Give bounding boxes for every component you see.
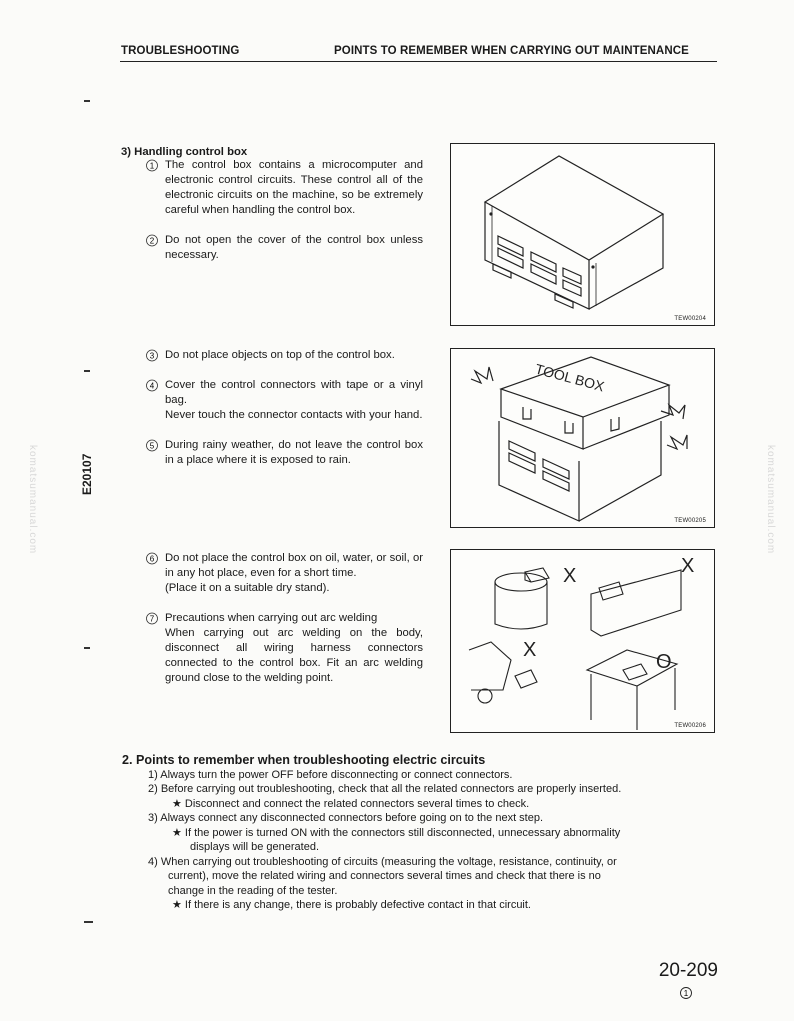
margin-tick <box>84 370 90 372</box>
list-item <box>145 378 423 423</box>
page-number: 20-209 <box>658 960 718 981</box>
circled-number-icon <box>145 611 159 625</box>
svg-text:4: 4 <box>149 381 155 391</box>
list-item <box>145 233 423 263</box>
figure-code: TEW00206 <box>674 723 706 729</box>
list-item <box>145 438 423 468</box>
watermark-left: komatsumanual.com <box>27 445 38 555</box>
revision-mark-icon <box>679 986 693 1000</box>
list-item-text: During rainy weather, do not leave the control box in a place where it is exposed to rain. <box>165 439 423 466</box>
margin-tick <box>84 647 90 649</box>
list-item <box>145 611 423 686</box>
tool-box-illustration <box>451 349 714 527</box>
figure-tool-box <box>450 348 715 528</box>
list-line: 4) When carrying out troubleshooting of circuits (measuring the voltage, resistance, continuity, or <box>148 856 617 868</box>
svg-text:3: 3 <box>149 351 155 361</box>
header-section-title: TROUBLESHOOTING <box>121 45 240 57</box>
section-heading: 3) Handling control box <box>121 146 248 158</box>
svg-text:6: 6 <box>149 554 155 564</box>
section-2-heading: 2. Points to remember when troubleshooting electric circuits <box>122 753 486 767</box>
control-box-illustration <box>451 144 714 325</box>
figure-placement <box>450 549 715 733</box>
list-line: 1) Always turn the power OFF before disconnecting or connect connectors. <box>148 769 513 781</box>
svg-text:5: 5 <box>149 441 155 451</box>
svg-text:2: 2 <box>149 236 155 246</box>
list-line: 2) Before carrying out troubleshooting, check that all the related connectors are properly inserted. <box>148 783 622 795</box>
placement-illustration <box>451 550 714 732</box>
list-line: ★ If the power is turned ON with the connectors still disconnected, unnecessary abnormality <box>172 827 621 839</box>
mark-x-soil: X <box>523 639 537 661</box>
svg-text:1: 1 <box>683 989 689 998</box>
circled-number-icon <box>145 551 159 565</box>
list-line: ★ If there is any change, there is probably defective contact in that circuit. <box>172 899 531 911</box>
list-line: 3) Always connect any disconnected connectors before going on to the next step. <box>148 812 544 824</box>
mark-x-drum: X <box>563 565 577 587</box>
list-item <box>145 551 423 596</box>
circled-number-icon <box>145 233 159 247</box>
watermark-right: komatsumanual.com <box>765 445 776 555</box>
figure-code: TEW00204 <box>674 316 706 322</box>
list-line: change in the reading of the tester. <box>168 885 338 897</box>
figure-control-box <box>450 143 715 326</box>
list-item-text: Do not place objects on top of the control box. <box>165 349 395 361</box>
margin-tick <box>84 100 90 102</box>
header-rule <box>120 61 717 62</box>
margin-tick <box>84 921 93 923</box>
tool-box-label: TOOL BOX <box>533 360 607 395</box>
circled-number-icon <box>145 348 159 362</box>
list-item-text: Do not place the control box on oil, water, or soil, or in any hot place, even for a short time. (Place it on a suitable dry stand). <box>165 552 423 594</box>
circled-number-icon <box>145 438 159 452</box>
svg-text:7: 7 <box>149 614 155 624</box>
circled-number-icon <box>145 378 159 392</box>
mark-x-water: X <box>681 555 695 577</box>
list-line: current), move the related wiring and connectors several times and check that there is no <box>168 870 601 882</box>
mark-o-stand: O <box>656 651 672 673</box>
header-chapter-title: POINTS TO REMEMBER WHEN CARRYING OUT MAINTENANCE <box>334 45 689 57</box>
circled-number-icon <box>145 158 159 172</box>
list-line: ★ Disconnect and connect the related connectors several times to check. <box>172 798 530 810</box>
list-item <box>145 158 423 218</box>
list-line: displays will be generated. <box>190 841 320 853</box>
list-item-text: The control box contains a microcomputer and electronic control circuits. These control all of the electronic circuits on the machine, so be extremely careful when handling the control box. <box>165 159 423 216</box>
list-item-text: Precautions when carrying out arc welding When carrying out arc welding on the body, disconnect all wiring harness connectors connected to the control box. Fit an arc welding ground close to the welding point. <box>165 612 423 684</box>
side-document-code: E20107 <box>80 453 94 495</box>
list-item-text: Cover the control connectors with tape or a vinyl bag. Never touch the connector contacts with your hand. <box>165 379 423 421</box>
figure-code: TEW00205 <box>674 518 706 524</box>
svg-text:1: 1 <box>149 161 155 171</box>
list-item-text: Do not open the cover of the control box unless necessary. <box>165 234 423 261</box>
list-item <box>145 348 423 363</box>
